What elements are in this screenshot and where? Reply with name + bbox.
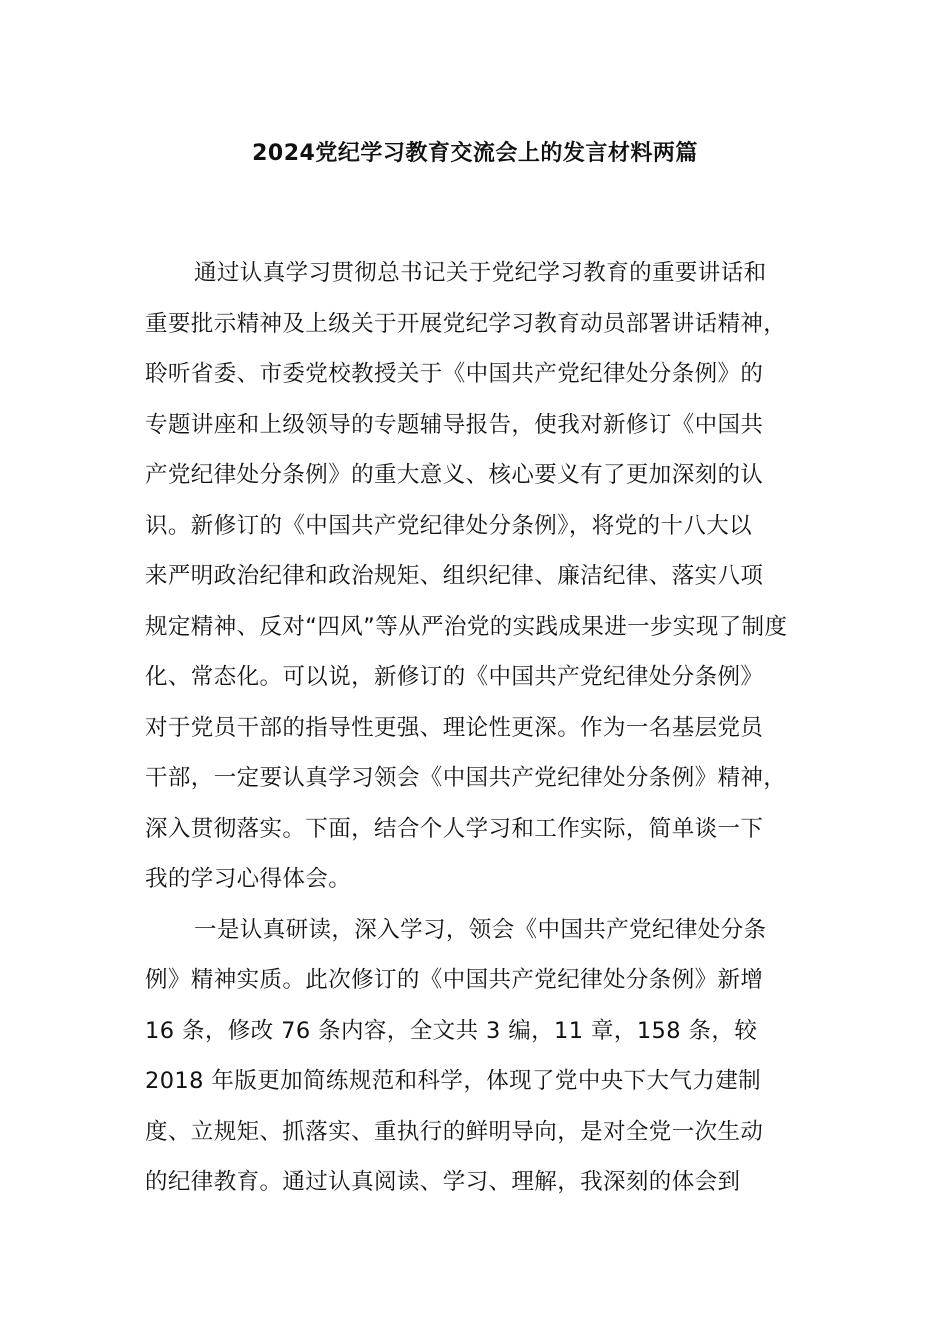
text-line: 干部，一定要认真学习领会《中国共产党纪律处分条例》精神， [145, 765, 787, 791]
text-line: 度、立规矩、抓落实、重执行的鲜明导向，是对全党一次生动 [145, 1118, 764, 1145]
document-body [145, 255, 810, 1215]
paragraph-intro [145, 255, 810, 912]
document-title: 2024党纪学习教育交流会上的发言材料两篇 [252, 141, 698, 166]
text-line: 专题讲座和上级领导的专题辅导报告，使我对新修订《中国共 [145, 411, 764, 438]
text-line: 我的学习心得体会。 [145, 866, 352, 892]
text-line: 重要批示精神及上级关于开展党纪学习教育动员部署讲话精神， [145, 310, 787, 337]
text-line: 对于党员干部的指导性更强、理论性更深。作为一名基层党员 [145, 714, 764, 741]
text-line: 例》精神实质。此次修订的《中国共产党纪律处分条例》新增 [145, 967, 764, 993]
text-line: 化、常态化。可以说，新修订的《中国共产党纪律处分条例》 [145, 664, 764, 690]
text-line: 产党纪律处分条例》的重大意义、核心要义有了更加深刻的认 [145, 462, 764, 488]
text-line: 聆听省委、市委党校教授关于《中国共产党纪律处分条例》的 [145, 361, 764, 387]
text-line: 16 条，修改 76 条内容，全文共 3 编，11 章，158 条，较 [145, 1017, 758, 1044]
text-line: 识。新修订的《中国共产党纪律处分条例》，将党的十八大以 [145, 512, 753, 539]
paragraph-point-one [145, 912, 810, 1215]
text-line: 规定精神、反对“四风”等从严治党的实践成果进一步实现了制度 [145, 613, 788, 640]
text-line: 一是认真研读，深入学习，领会《中国共产党纪律处分条 [194, 916, 767, 943]
text-line: 通过认真学习贯彻总书记关于党纪学习教育的重要讲话和 [194, 260, 767, 286]
text-line: 2018 年版更加简练规范和科学，体现了党中央下大气力建制 [145, 1068, 762, 1094]
text-line: 来严明政治纪律和政治规矩、组织纪律、廉洁纪律、落实八项 [145, 563, 764, 589]
text-line: 深入贯彻落实。下面，结合个人学习和工作实际，简单谈一下 [145, 815, 764, 842]
text-line: 的纪律教育。通过认真阅读、学习、理解，我深刻的体会到 [145, 1169, 741, 1195]
